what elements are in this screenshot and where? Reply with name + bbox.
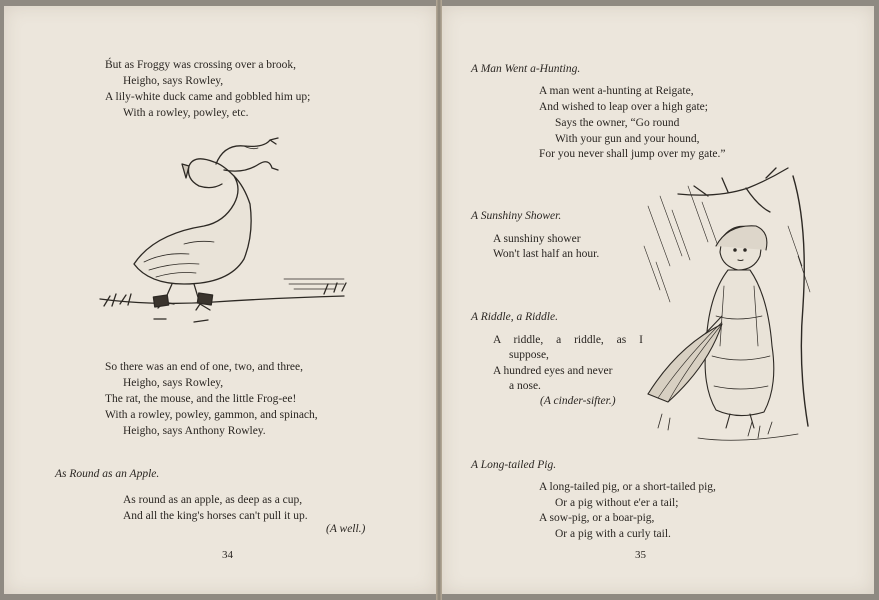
- riddle-line: As round as an apple, as deep as a cup,: [123, 494, 303, 506]
- hunting-line: For you never shall jump over my gate.”: [539, 148, 726, 160]
- shower-line: A sunshiny shower: [493, 233, 581, 245]
- hunting-line: Says the owner, “Go round: [555, 117, 680, 129]
- riddle-line: a nose.: [509, 380, 541, 392]
- duck-frog-illustration: [94, 134, 364, 334]
- riddle-line: A hundred eyes and never: [493, 365, 613, 377]
- riddle-title: A Riddle, a Riddle.: [471, 311, 558, 323]
- poem-line: A lily-white duck came and gobbled him up;: [105, 91, 311, 103]
- poem-line: Heigho, says Rowley,: [123, 377, 224, 389]
- page-number: 35: [635, 549, 646, 561]
- pig-line: A long-tailed pig, or a short-tailed pig,: [539, 481, 716, 493]
- girl-in-rain-illustration: [638, 166, 813, 456]
- pig-line: A sow-pig, or a boar-pig,: [539, 512, 655, 524]
- poem-line: B́ut as Froggy was crossing over a brook,: [105, 59, 297, 71]
- hunting-line: With your gun and your hound,: [555, 133, 700, 145]
- hunting-title: A Man Went a-Hunting.: [471, 63, 581, 75]
- riddle-title: As Round as an Apple.: [55, 468, 160, 480]
- pig-title: A Long-tailed Pig.: [471, 459, 557, 471]
- poem-line: So there was an end of one, two, and three,: [105, 361, 303, 373]
- riddle-answer: (A well.): [326, 523, 366, 535]
- riddle-line: And all the king's horses can't pull it up.: [123, 510, 308, 522]
- pig-line: Or a pig with a curly tail.: [555, 528, 671, 540]
- shower-title: A Sunshiny Shower.: [471, 210, 562, 222]
- pig-line: Or a pig without e'er a tail;: [555, 497, 679, 509]
- riddle-answer: (A cinder-sifter.): [540, 395, 616, 407]
- page-number: 34: [222, 549, 233, 561]
- shower-line: Won't last half an hour.: [493, 248, 600, 260]
- hunting-line: A man went a-hunting at Reigate,: [539, 85, 694, 97]
- riddle-line: suppose,: [509, 349, 549, 361]
- hunting-line: And wished to leap over a high gate;: [539, 101, 708, 113]
- poem-line: With a rowley, powley, gammon, and spinach,: [105, 409, 318, 421]
- poem-line: Heigho, says Rowley,: [123, 75, 224, 87]
- left-page: [4, 6, 436, 594]
- right-page: [442, 6, 874, 594]
- poem-line: Heigho, says Anthony Rowley.: [123, 425, 266, 437]
- riddle-line: A riddle, a riddle, as I: [493, 334, 643, 346]
- poem-line: With a rowley, powley, etc.: [123, 107, 249, 119]
- poem-line: The rat, the mouse, and the little Frog-ee!: [105, 393, 297, 405]
